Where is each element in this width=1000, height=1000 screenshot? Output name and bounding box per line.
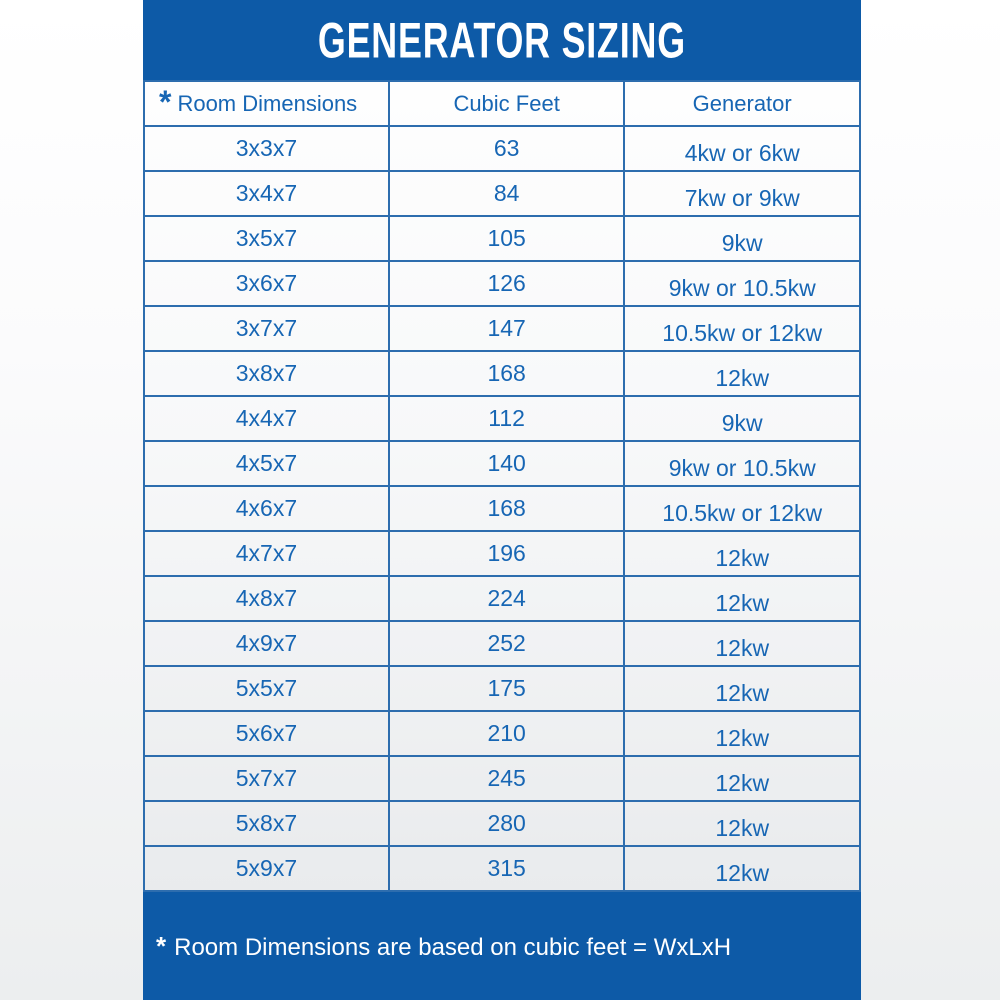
generator-cell: 12kw: [624, 846, 860, 891]
cubic-feet-cell: 168: [389, 486, 625, 531]
generator-cell: 12kw: [624, 576, 860, 621]
cubic-feet-cell: 280: [389, 801, 625, 846]
asterisk-marker: *: [156, 930, 167, 961]
room-dimensions-cell: 4x8x7: [144, 576, 389, 621]
table-row: [144, 261, 860, 306]
table-header-row: [144, 81, 860, 126]
table-row: [144, 441, 860, 486]
table-row: [144, 126, 860, 171]
table-row: [144, 576, 860, 621]
room-dimensions-cell: 5x8x7: [144, 801, 389, 846]
header-generator: Generator: [624, 81, 860, 126]
table-row: [144, 351, 860, 396]
footnote-band: [143, 892, 861, 1000]
header-room-dimensions: * Room Dimensions: [144, 81, 389, 126]
generator-cell: 9kw: [624, 216, 860, 261]
table-row: [144, 666, 860, 711]
generator-cell: 12kw: [624, 351, 860, 396]
table-row: [144, 711, 860, 756]
cubic-feet-cell: 315: [389, 846, 625, 891]
room-dimensions-cell: 3x8x7: [144, 351, 389, 396]
table-row: [144, 396, 860, 441]
sizing-table: [143, 80, 861, 892]
table-row: [144, 486, 860, 531]
table-row: [144, 216, 860, 261]
generator-sizing-table: [143, 80, 861, 892]
room-dimensions-cell: 4x6x7: [144, 486, 389, 531]
table-row: [144, 621, 860, 666]
table-row: [144, 171, 860, 216]
cubic-feet-cell: 196: [389, 531, 625, 576]
title-band: [143, 0, 861, 80]
room-dimensions-cell: 3x3x7: [144, 126, 389, 171]
cubic-feet-cell: 175: [389, 666, 625, 711]
generator-cell: 12kw: [624, 756, 860, 801]
room-dimensions-cell: 4x9x7: [144, 621, 389, 666]
header-cubic-feet: Cubic Feet: [389, 81, 625, 126]
room-dimensions-cell: 5x5x7: [144, 666, 389, 711]
generator-cell: 4kw or 6kw: [624, 126, 860, 171]
cubic-feet-cell: 168: [389, 351, 625, 396]
room-dimensions-cell: 4x7x7: [144, 531, 389, 576]
room-dimensions-cell: 5x6x7: [144, 711, 389, 756]
generator-cell: 12kw: [624, 801, 860, 846]
generator-cell: 9kw or 10.5kw: [624, 441, 860, 486]
generator-cell: 9kw: [624, 396, 860, 441]
cubic-feet-cell: 105: [389, 216, 625, 261]
generator-cell: 9kw or 10.5kw: [624, 261, 860, 306]
page-title: GENERATOR SIZING: [318, 11, 686, 69]
generator-cell: 10.5kw or 12kw: [624, 486, 860, 531]
room-dimensions-cell: 5x7x7: [144, 756, 389, 801]
generator-cell: 12kw: [624, 531, 860, 576]
cubic-feet-cell: 210: [389, 711, 625, 756]
table-row: [144, 531, 860, 576]
table-row: [144, 756, 860, 801]
cubic-feet-cell: 112: [389, 396, 625, 441]
table-row: [144, 801, 860, 846]
cubic-feet-cell: 224: [389, 576, 625, 621]
cubic-feet-cell: 245: [389, 756, 625, 801]
room-dimensions-cell: 3x4x7: [144, 171, 389, 216]
generator-cell: 12kw: [624, 711, 860, 756]
cubic-feet-cell: 147: [389, 306, 625, 351]
cubic-feet-cell: 84: [389, 171, 625, 216]
header-room-dimensions-label: Room Dimensions: [177, 90, 358, 116]
generator-sizing-panel: [143, 0, 861, 1000]
room-dimensions-cell: 4x5x7: [144, 441, 389, 486]
cubic-feet-cell: 63: [389, 126, 625, 171]
cubic-feet-cell: 140: [389, 441, 625, 486]
room-dimensions-cell: 3x6x7: [144, 261, 389, 306]
generator-cell: 7kw or 9kw: [624, 171, 860, 216]
room-dimensions-cell: 3x7x7: [144, 306, 389, 351]
cubic-feet-cell: 252: [389, 621, 625, 666]
room-dimensions-cell: 3x5x7: [144, 216, 389, 261]
footnote: [143, 931, 731, 962]
generator-cell: 10.5kw or 12kw: [624, 306, 860, 351]
room-dimensions-cell: 5x9x7: [144, 846, 389, 891]
generator-cell: 12kw: [624, 666, 860, 711]
cubic-feet-cell: 126: [389, 261, 625, 306]
table-row: [144, 306, 860, 351]
generator-cell: 12kw: [624, 621, 860, 666]
table-row: [144, 846, 860, 891]
room-dimensions-cell: 4x4x7: [144, 396, 389, 441]
footnote-text: Room Dimensions are based on cubic feet = WxLxH: [174, 933, 732, 961]
